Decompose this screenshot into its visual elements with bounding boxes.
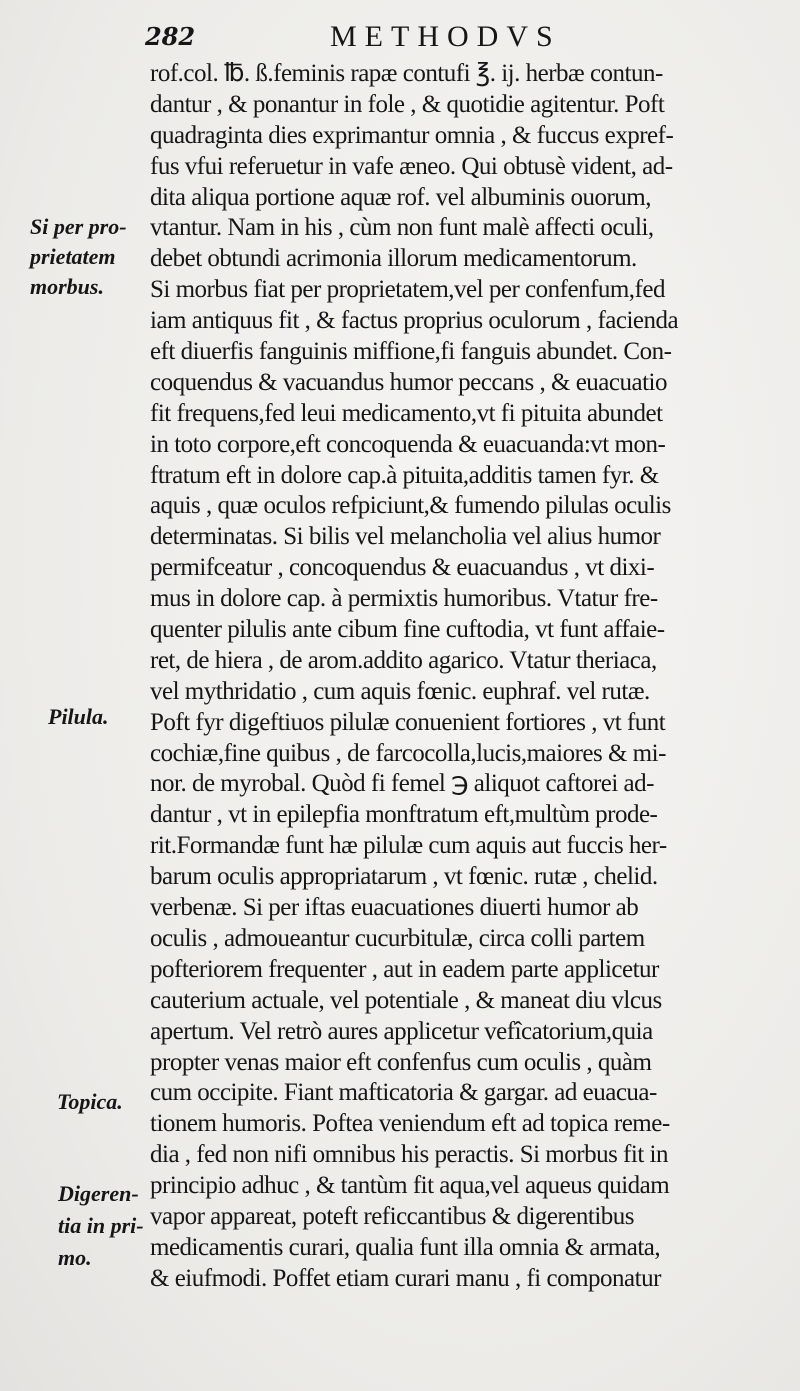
text-line: cochiæ,fine quibus , de farcocolla,lucis,maiores & mi- — [150, 739, 666, 767]
text-line: Si morbus fiat per proprietatem,vel per confenfum,fed — [150, 276, 665, 304]
margin-note-line: morbus. — [30, 274, 104, 299]
text-line: fus vfui referuetur in vafe æneo. Qui obtusè vident, ad- — [150, 152, 673, 180]
text-line: cum occipite. Fiant mafticatoria & gargar. ad euacua- — [150, 1079, 657, 1107]
text-line: in toto corpore,eft concoquenda & euacuanda:vt mon- — [150, 430, 666, 458]
running-title: METHODVS — [330, 20, 561, 53]
text-line: quadraginta dies exprimantur omnia , & fuccus expref- — [150, 121, 674, 149]
text-line: rof.col. ℔. ß.feminis rapæ contufi ℥. ij. herbæ contun- — [150, 60, 663, 87]
margin-note-line: tia in pri- — [58, 1213, 144, 1238]
text-line: coquendus & vacuandus humor peccans , & euacuatio — [150, 368, 667, 396]
text-line: eft diuerfis fanguinis miffione,fi fanguis abundet. Con- — [150, 338, 672, 366]
text-line: principio adhuc , & tantùm fit aqua,vel aqueus quidam — [150, 1172, 670, 1200]
text-line: cauterium actuale, vel potentiale , & maneat diu vlcus — [150, 986, 662, 1014]
text-line: vtantur. Nam in his , cùm non funt malè affecti oculi, — [150, 214, 654, 242]
text-line: pofteriorem frequenter , aut in eadem parte applicetur — [150, 955, 659, 983]
text-line: aquis , quæ oculos refpiciunt,& fumendo pilulas oculis — [150, 492, 671, 520]
text-line: verbenæ. Si per iftas euacuationes diuerti humor ab — [150, 894, 639, 922]
text-line: medicamentis curari, qualia funt illa omnia & armata, — [150, 1233, 661, 1261]
text-line: rit.Formandæ funt hæ pilulæ cum aquis aut fuccis her- — [150, 832, 667, 860]
text-line: ftratum eft in dolore cap.à pituita,additis tamen fyr. & — [150, 461, 659, 489]
margin-notes — [0, 0, 160, 1391]
text-line: determinatas. Si bilis vel melancholia vel alius humor — [150, 523, 661, 551]
margin-note-line: mo. — [58, 1245, 92, 1270]
text-line: vel mythridatio , cum aquis fœnic. euphraf. vel rutæ. — [150, 677, 650, 705]
text-line: dita aliqua portione aquæ rof. vel albuminis ouorum, — [150, 183, 651, 211]
margin-note-line: Si per pro- — [30, 214, 127, 239]
margin-note-line: prietatem — [30, 244, 116, 269]
body-text — [150, 59, 790, 1295]
text-line: barum oculis appropriatarum , vt fœnic. rutæ , chelid. — [150, 863, 658, 891]
text-line: iam antiquus fit , & factus proprius oculorum , facienda — [150, 307, 679, 335]
text-line: apertum. Vel retrò aures applicetur vefîcatorium,quia — [150, 1017, 653, 1045]
text-line: oculis , admoueantur cucurbitulæ, circa colli partem — [150, 924, 645, 952]
text-line: mus in dolore cap. à permixtis humoribus. Vtatur fre- — [150, 585, 658, 613]
page-number: 282 — [145, 22, 196, 51]
text-line: vapor appareat, poteft reficcantibus & digerentibus — [150, 1202, 635, 1230]
text-line: Poft fyr digeftiuos pilulæ conuenient fortiores , vt funt — [150, 708, 666, 736]
margin-note-si-per-proprietatem — [30, 212, 170, 302]
text-line: dantur , vt in epilepfia monftratum eft,multùm prode- — [150, 801, 658, 829]
text-line: ret, de hiera , de arom.addito agarico. Vtatur theriaca, — [150, 646, 657, 674]
text-line: debet obtundi acrimonia illorum medicamentorum. — [150, 245, 637, 273]
margin-note-line: Digeren- — [58, 1181, 139, 1206]
text-line: permifceatur , concoquendus & euacuandus , vt dixi- — [150, 554, 655, 582]
text-line: dantur , & ponantur in fole , & quotidie agitentur. Poft — [150, 90, 665, 118]
margin-note-line: Topica. — [57, 1089, 123, 1114]
margin-note-line: Pilula. — [48, 704, 109, 729]
text-line: quenter pilulis ante cibum fine cuftodia, vt funt affaie- — [150, 616, 665, 644]
text-line: fit frequens,fed leui medicamento,vt fi pituita abundet — [150, 399, 663, 427]
text-line: dia , fed non nifi omnibus his peractis. Si morbus fit in — [150, 1141, 668, 1169]
text-line: propter venas maior eft confenfus cum oculis , quàm — [150, 1048, 652, 1076]
text-line: & eiufmodi. Poffet etiam curari manu , fi componatur — [150, 1264, 661, 1292]
text-line: tionem humoris. Poftea veniendum eft ad topica reme- — [150, 1110, 670, 1138]
text-line: nor. de myrobal. Quòd fi femel ℈ aliquot caftorei ad- — [150, 770, 654, 798]
